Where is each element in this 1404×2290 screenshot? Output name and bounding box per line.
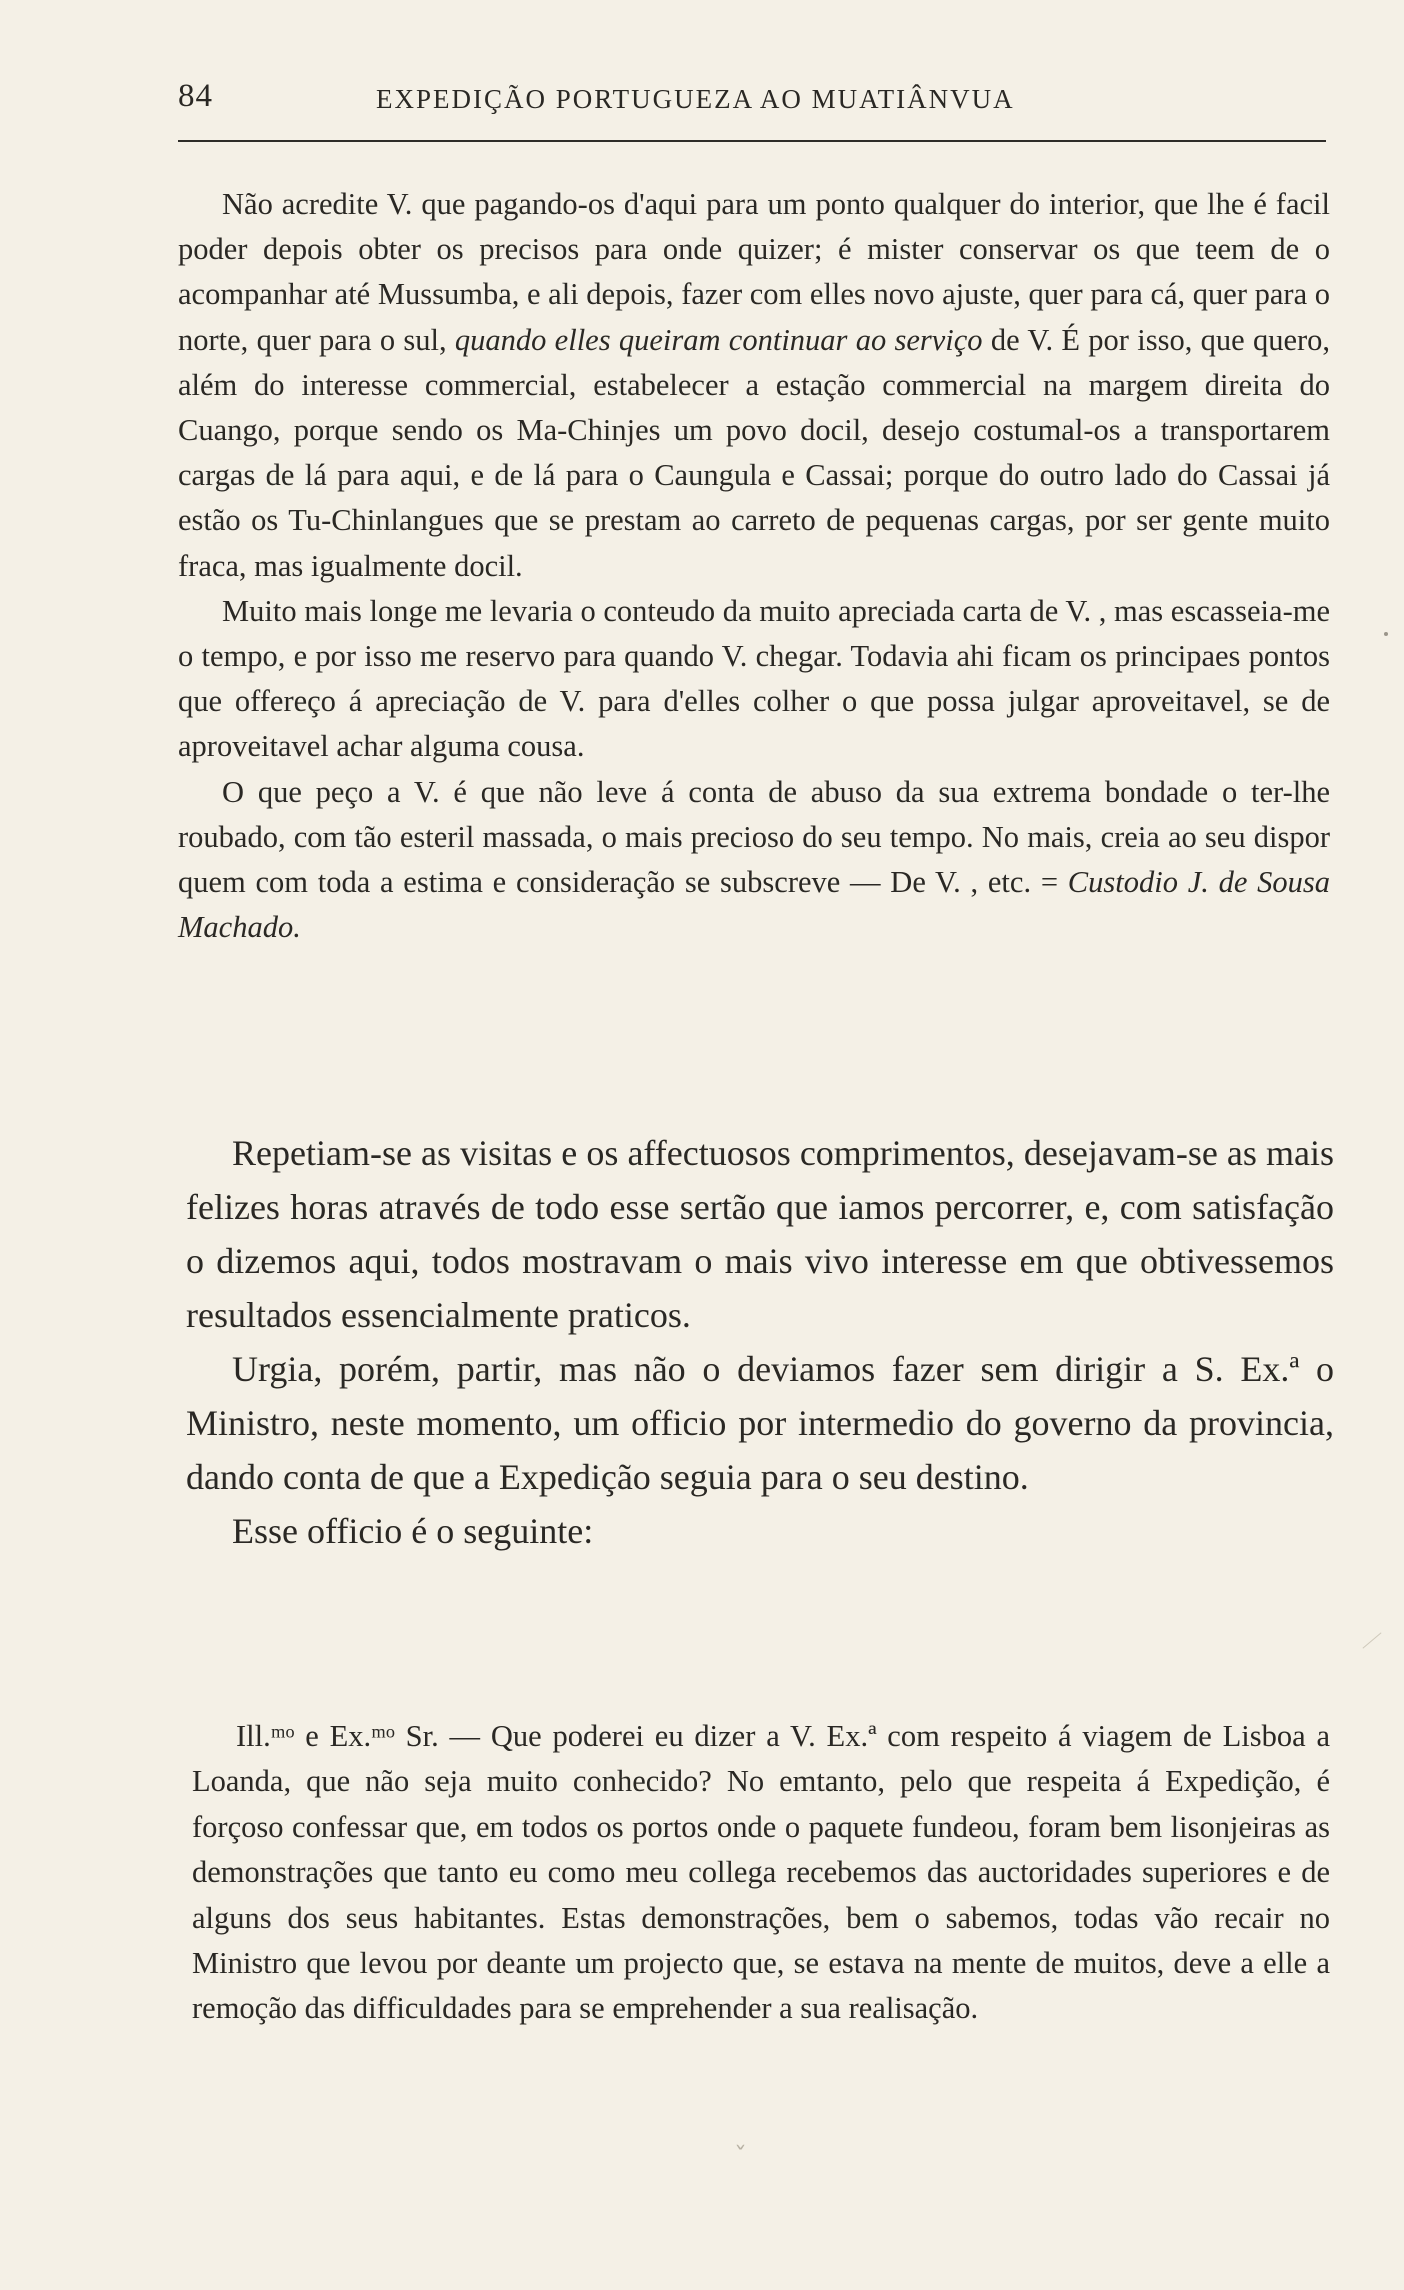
letter1-paragraph-3 [178, 770, 1330, 951]
letter1-paragraph-2: Muito mais longe me levaria o conteudo da muito apreciada carta de V. , mas escasseia-me o tempo, e por isso me reservo para quando V. chegar. Todavia ahi ficam os principaes pontos que offereço á apreciação de V. para d'elles colher o que possa julgar aproveitavel, se de aproveitavel achar alguma cousa. [178, 593, 1330, 764]
letter1-p1-text-a: Não acredite V. que pagando-os d'aqui para um ponto qualquer do interior, que lhe é facil poder depois obter os precisos para onde quizer; é mister conservar os que teem de o acompanhar até Mussumba, e ali depois, fazer com elles novo ajuste, quer para cá, quer para o norte, quer para o sul, [178, 187, 1330, 357]
narrative-paragraph-1: Repetiam-se as visitas e os affectuosos comprimentos, desejavam-se as mais felizes horas através de todo esse sertão que iamos percorrer, e, com satisfação o dizemos aqui, todos mostravam o mais vivo interesse em que obtivessemos resultados essencialmente praticos. [186, 1133, 1334, 1335]
margin-mark [1362, 1632, 1381, 1648]
letter1-p3-text: O que peço a V. é que não leve á conta de abuso da sua extrema bondade o ter-lhe roubado, com tão esteril massada, o mais precioso do seu tempo. No mais, creia ao seu dispor quem com toda a estima e consideração se subscreve — De V. , etc. = [178, 774, 1330, 900]
faint-mark-icon: ˯ [734, 2120, 747, 2150]
letter1-p1-italic: quando elles queiram continuar ao serviço [454, 322, 983, 357]
page-header [178, 78, 1328, 128]
ink-speck [1384, 632, 1388, 636]
narrative-paragraph-3: Esse officio é o seguinte: [232, 1511, 594, 1551]
letter1-paragraph-1 [178, 182, 1330, 589]
quoted-officio [192, 1714, 1330, 2032]
narrative-paragraph-2: Urgia, porém, partir, mas não o deviamos fazer sem dirigir a S. Ex.ª o Ministro, neste momento, um officio por intermedio do governo da provincia, dando conta de que a Expedição seguia para o seu destino. [186, 1349, 1334, 1497]
letter1-signature: Custodio J. de Sousa Machado. [178, 865, 1331, 945]
letter1-p1-text-b: de V. É por isso, que quero, além do interesse commercial, estabelecer a estação commercial na margem direita do Cuango, porque sendo os Ma-Chinjes um povo docil, desejo costumal-os a transportarem cargas de lá para aqui, e de lá para o Caungula e Cassai; porque do outro lado do Cassai já estão os Tu-Chinlangues que se prestam ao carreto de pequenas cargas, por ser gente muito fraca, mas igualmente docil. [178, 322, 1331, 583]
narrative-text [186, 1126, 1334, 1558]
quoted-letter-custodio [178, 182, 1330, 950]
running-title: EXPEDIÇÃO PORTUGUEZA AO MUATIÂNVUA [376, 84, 1015, 114]
officio-paragraph-1: Ill.ᵐᵒ e Ex.ᵐᵒ Sr. — Que poderei eu dizer a V. Ex.ª com respeito á viagem de Lisboa a Loanda, que não seja muito conhecido? No emtanto, pelo que respeita á Expedição, é forçoso confessar que, em todos os portos onde o paquete fundeou, foram bem lisonjeiras as demonstrações que tanto eu como meu collega recebemos das auctoridades superiores e de alguns dos seus habitantes. Estas demonstrações, bem o sabemos, todas vão recair no Ministro que levou por deante um projecto que, se estava na mente de muitos, deve a elle a remoção das difficuldades para se emprehender a sua realisação. [192, 1719, 1330, 2026]
header-rule [178, 140, 1326, 142]
page-number: 84 [178, 78, 213, 114]
